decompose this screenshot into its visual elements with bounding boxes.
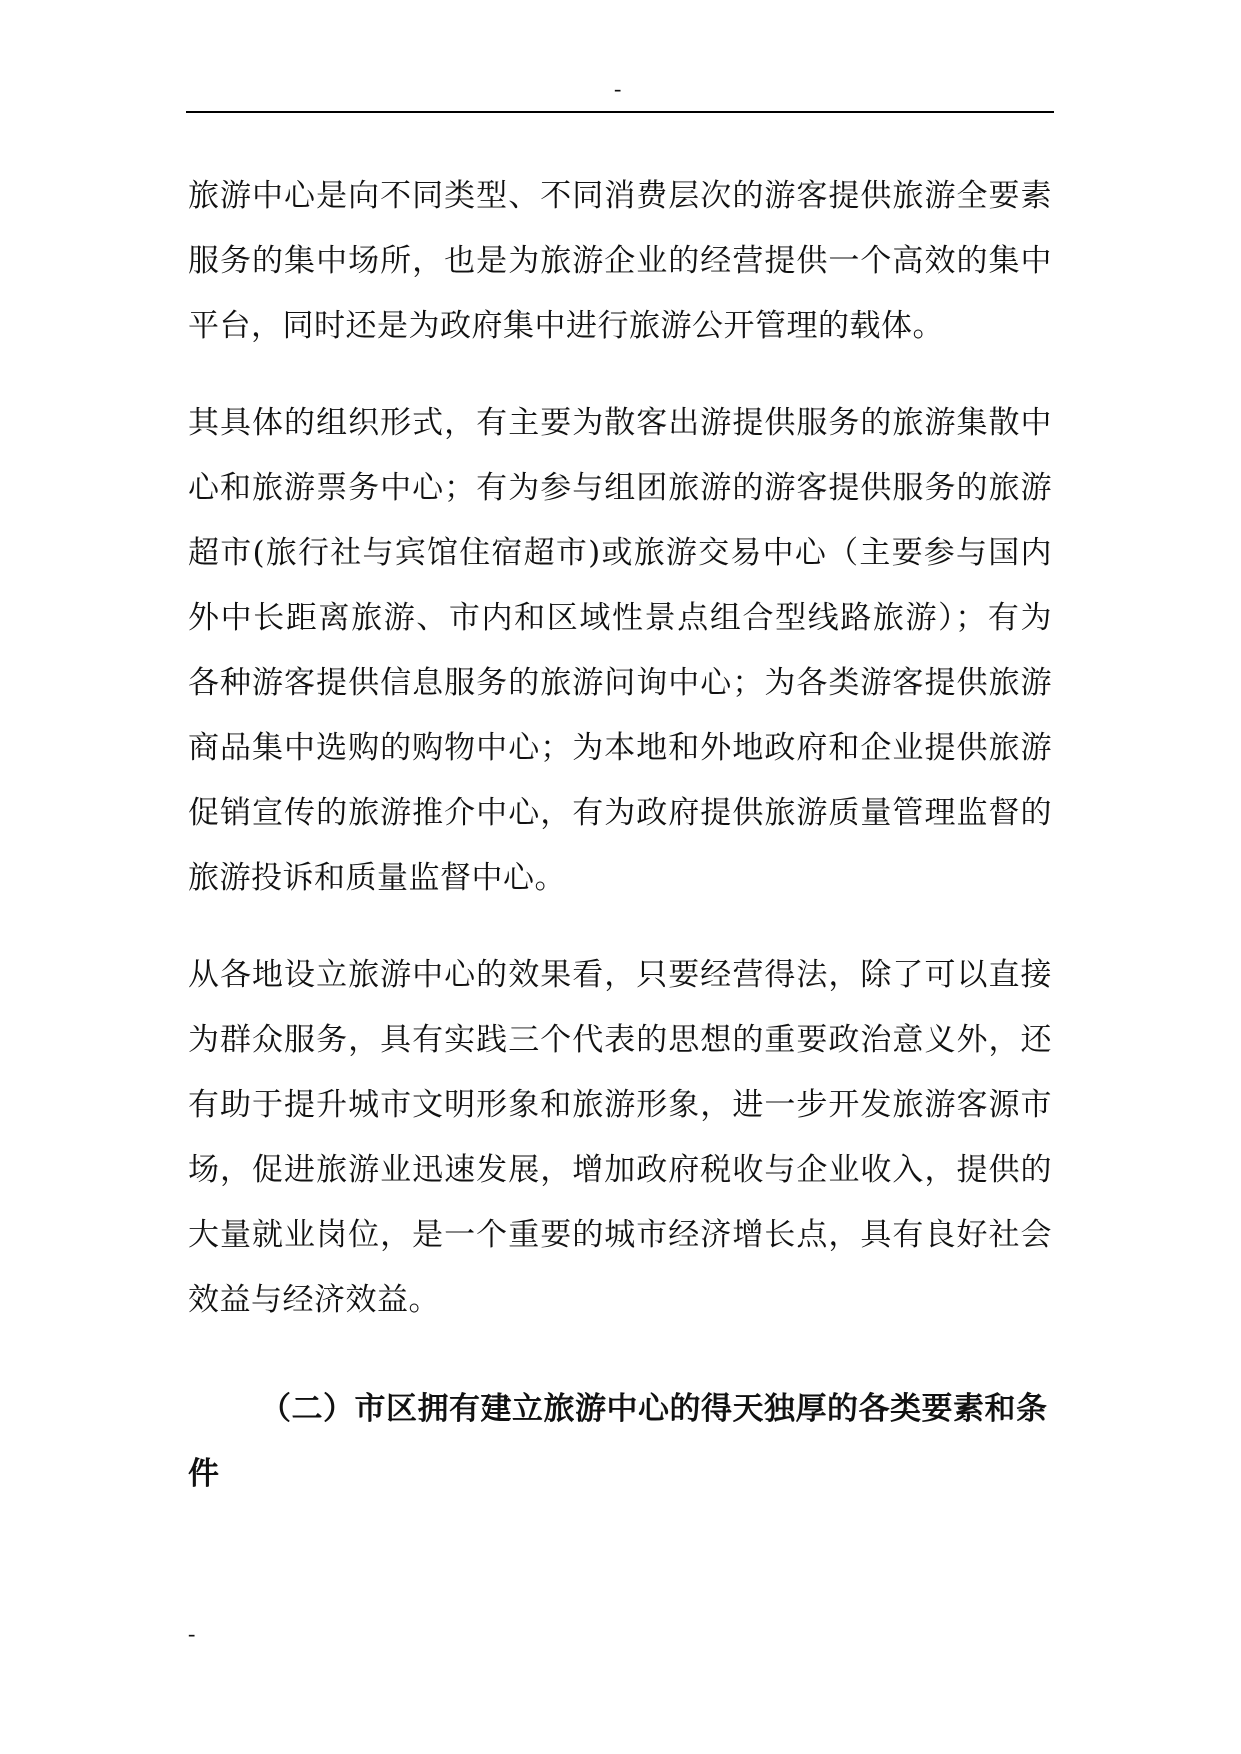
footer-mark: - xyxy=(188,1621,196,1646)
paragraph-tourism-center-definition: 旅游中心是向不同类型、不同消费层次的游客提供旅游全要素服务的集中场所，也是为旅游企业的经营提供一个高效的集中平台，同时还是为政府集中进行旅游公开管理的载体。 xyxy=(188,178,1052,344)
header-mark: - xyxy=(614,76,622,101)
header-rule xyxy=(186,111,1054,113)
document-body xyxy=(188,164,1052,1507)
section-heading: （二）市区拥有建立旅游中心的得天独厚的各类要素和条件 xyxy=(188,1391,1048,1492)
paragraph-organization-forms: 其具体的组织形式，有主要为散客出游提供服务的旅游集散中心和旅游票务中心；有为参与组团旅游的游客提供服务的旅游超市(旅行社与宾馆住宿超市)或旅游交易中心（主要参与国内外中长距离旅游、市内和区域性景点组合型线路旅游）；有为各种游客提供信息服务的旅游问询中心；为各类游客提供旅游商品集中选购的购物中心；为本地和外地政府和企业提供旅游促销宣传的旅游推介中心，有为政府提供旅游质量管理监督的旅游投诉和质量监督中心。 xyxy=(188,405,1052,896)
paragraph-effects: 从各地设立旅游中心的效果看，只要经营得法，除了可以直接为群众服务，具有实践三个代表的思想的重要政治意义外，还有助于提升城市文明形象和旅游形象，进一步开发旅游客源市场，促进旅游业迅速发展，增加政府税收与企业收入，提供的大量就业岗位，是一个重要的城市经济增长点，具有良好社会效益与经济效益。 xyxy=(188,957,1052,1318)
